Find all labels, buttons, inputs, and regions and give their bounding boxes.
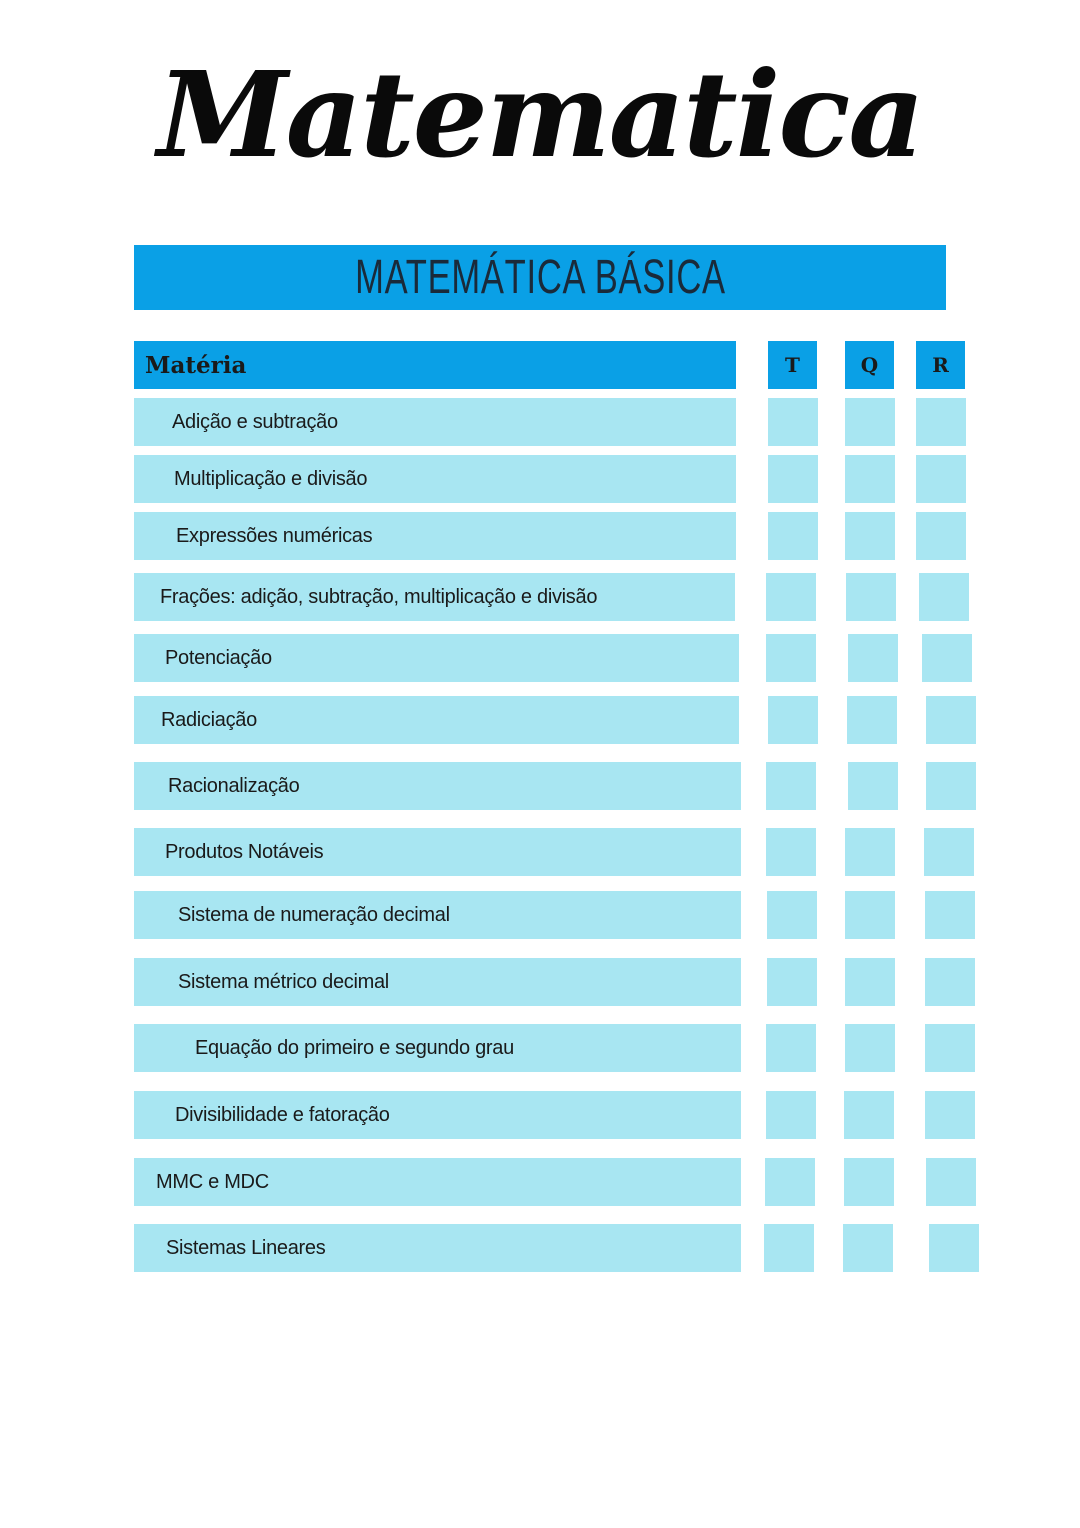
- table-row: [0, 1024, 1080, 1072]
- r-checkbox[interactable]: [919, 573, 969, 621]
- r-checkbox[interactable]: [924, 828, 974, 876]
- section-banner: [134, 245, 946, 310]
- t-checkbox[interactable]: [768, 696, 818, 744]
- row-subject: [134, 1024, 741, 1072]
- row-label: Sistema de numeração decimal: [178, 903, 450, 926]
- t-checkbox[interactable]: [768, 512, 818, 560]
- r-checkbox[interactable]: [916, 512, 966, 560]
- row-label: Equação do primeiro e segundo grau: [195, 1036, 514, 1059]
- t-checkbox[interactable]: [764, 1224, 814, 1272]
- row-label: Potenciação: [165, 646, 272, 669]
- table-row: [0, 573, 1080, 621]
- q-checkbox[interactable]: [846, 573, 896, 621]
- row-subject: [134, 1091, 741, 1139]
- row-label: Multiplicação e divisão: [174, 467, 368, 490]
- table-row: [0, 828, 1080, 876]
- t-checkbox[interactable]: [766, 828, 816, 876]
- r-checkbox[interactable]: [925, 891, 975, 939]
- row-subject: [134, 828, 741, 876]
- row-label: Radiciação: [161, 708, 257, 731]
- q-checkbox[interactable]: [844, 1158, 894, 1206]
- table-row: [0, 398, 1080, 446]
- q-checkbox[interactable]: [844, 1091, 894, 1139]
- t-checkbox[interactable]: [767, 891, 817, 939]
- table-row: [0, 762, 1080, 810]
- row-label: Expressões numéricas: [176, 524, 373, 547]
- table-row: [0, 696, 1080, 744]
- t-checkbox[interactable]: [766, 762, 816, 810]
- q-checkbox[interactable]: [845, 398, 895, 446]
- t-checkbox[interactable]: [766, 573, 816, 621]
- r-checkbox[interactable]: [926, 1158, 976, 1206]
- r-checkbox[interactable]: [925, 1091, 975, 1139]
- q-checkbox[interactable]: [845, 455, 895, 503]
- row-subject: [134, 634, 739, 682]
- row-subject: [134, 762, 741, 810]
- row-subject: [134, 573, 735, 621]
- r-checkbox[interactable]: [922, 634, 972, 682]
- row-subject: [134, 958, 741, 1006]
- row-subject: [134, 398, 736, 446]
- q-checkbox[interactable]: [847, 696, 897, 744]
- row-label: Sistema métrico decimal: [178, 970, 389, 993]
- r-checkbox[interactable]: [929, 1224, 979, 1272]
- table-row: [0, 1224, 1080, 1272]
- section-title: MATEMÁTICA BÁSICA: [354, 251, 726, 304]
- q-checkbox[interactable]: [845, 512, 895, 560]
- row-label: MMC e MDC: [156, 1170, 269, 1193]
- table-row: [0, 634, 1080, 682]
- t-checkbox[interactable]: [768, 455, 818, 503]
- row-label: Frações: adição, subtração, multiplicação e divisão: [160, 585, 598, 608]
- page-title: Matematica: [157, 45, 923, 184]
- t-checkbox[interactable]: [766, 1024, 816, 1072]
- row-label: Produtos Notáveis: [165, 840, 324, 863]
- row-subject: [134, 512, 736, 560]
- q-checkbox[interactable]: [845, 958, 895, 1006]
- t-checkbox[interactable]: [766, 1091, 816, 1139]
- row-label: Sistemas Lineares: [166, 1236, 326, 1259]
- r-checkbox[interactable]: [916, 398, 966, 446]
- t-checkbox[interactable]: [766, 634, 816, 682]
- header-subject: [134, 341, 736, 389]
- r-checkbox[interactable]: [916, 455, 966, 503]
- row-label: Racionalização: [168, 774, 300, 797]
- r-checkbox[interactable]: [925, 958, 975, 1006]
- table-row: [0, 512, 1080, 560]
- q-checkbox[interactable]: [843, 1224, 893, 1272]
- row-subject: [134, 455, 736, 503]
- header-t: T: [768, 341, 817, 389]
- t-checkbox[interactable]: [767, 958, 817, 1006]
- q-checkbox[interactable]: [845, 1024, 895, 1072]
- header-r: R: [916, 341, 965, 389]
- header-subject-label: Matéria: [145, 351, 247, 379]
- table-row: [0, 958, 1080, 1006]
- t-checkbox[interactable]: [765, 1158, 815, 1206]
- row-subject: [134, 696, 739, 744]
- table-row: [0, 1158, 1080, 1206]
- r-checkbox[interactable]: [926, 762, 976, 810]
- r-checkbox[interactable]: [926, 696, 976, 744]
- r-checkbox[interactable]: [925, 1024, 975, 1072]
- row-subject: [134, 1158, 741, 1206]
- table-row: [0, 891, 1080, 939]
- row-subject: [134, 891, 741, 939]
- q-checkbox[interactable]: [845, 891, 895, 939]
- header-q: Q: [845, 341, 894, 389]
- row-subject: [134, 1224, 741, 1272]
- table-row: [0, 455, 1080, 503]
- q-checkbox[interactable]: [848, 762, 898, 810]
- t-checkbox[interactable]: [768, 398, 818, 446]
- row-label: Divisibilidade e fatoração: [175, 1103, 390, 1126]
- q-checkbox[interactable]: [845, 828, 895, 876]
- q-checkbox[interactable]: [848, 634, 898, 682]
- table-header: [0, 341, 1080, 389]
- row-label: Adição e subtração: [172, 410, 338, 433]
- table-row: [0, 1091, 1080, 1139]
